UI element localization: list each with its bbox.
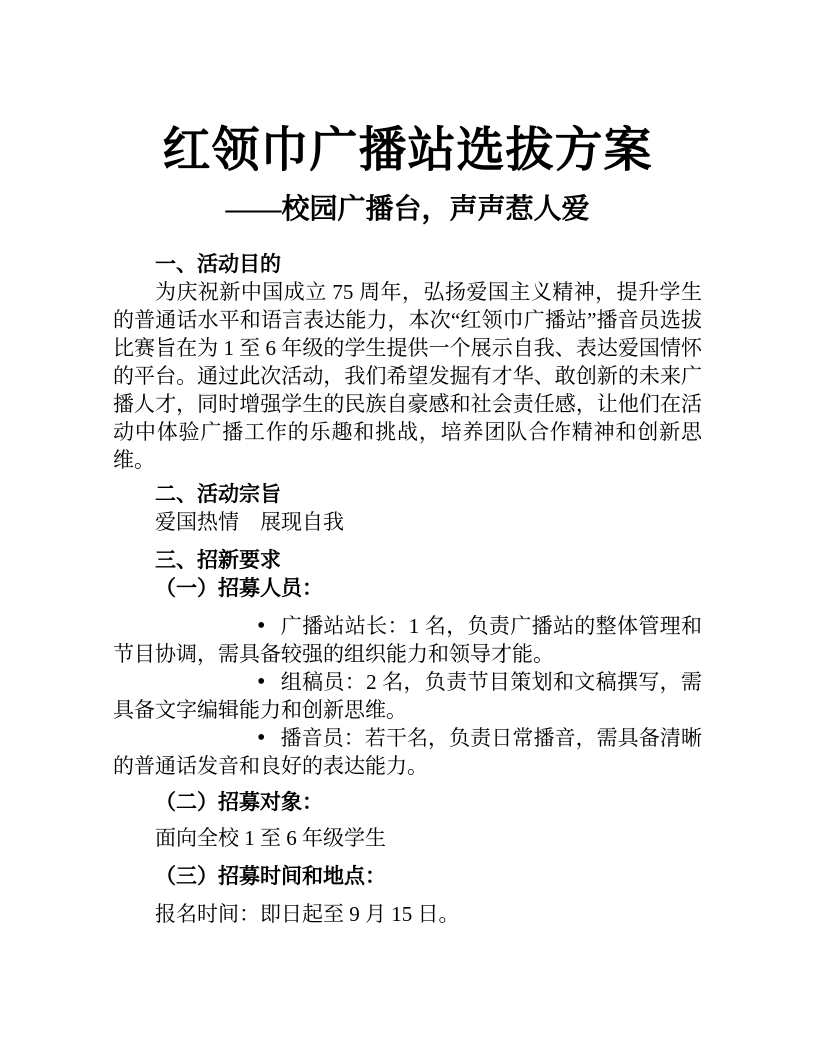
list-item xyxy=(113,612,702,668)
list-item-text: 广播站站长：1 名，负责广播站的整体管理和节目协调，需具备较强的组织能力和领导才能。 xyxy=(113,614,702,666)
bullet-icon: • xyxy=(257,669,266,695)
section-heading-activity-theme: 二、活动宗旨 xyxy=(155,482,281,506)
bullet-icon: • xyxy=(257,613,266,639)
subsection-heading-recruit-time-place: （三）招募时间和地点： xyxy=(155,864,386,888)
subsection-heading-recruit-positions: （一）招募人员： xyxy=(155,576,323,600)
section-heading-activity-purpose: 一、活动目的 xyxy=(155,252,281,276)
subsection-heading-recruit-targets: （二）招募对象： xyxy=(155,790,323,814)
paragraph-recruit-time: 报名时间：即日起至 9 月 15 日。 xyxy=(155,902,460,926)
list-item-text: 播音员：若干名，负责日常播音，需具备清晰的普通话发音和良好的表达能力。 xyxy=(113,726,702,778)
section-heading-recruitment-requirements: 三、招新要求 xyxy=(155,548,281,572)
bullet-list xyxy=(113,612,702,780)
list-item xyxy=(113,724,702,780)
paragraph-activity-theme: 爱国热情 展现自我 xyxy=(155,510,344,534)
list-item-text: 组稿员：2 名，负责节目策划和文稿撰写，需具备文字编辑能力和创新思维。 xyxy=(113,670,702,722)
paragraph-recruit-targets: 面向全校 1 至 6 年级学生 xyxy=(155,826,386,850)
bullet-icon: • xyxy=(257,725,266,751)
paragraph-activity-purpose: 为庆祝新中国成立 75 周年，弘扬爱国主义精神，提升学生的普通话水平和语言表达能力，本次“红领巾广播站”播音员选拔比赛旨在为 1 至 6 年级的学生提供一个展示自我、表达爱国情怀的平台。通过此次活动，我们希望发掘有才华、敢创新的未来广播人才，同时增强学生的民族自豪感和社会责任感，让他们在活动中体验广播工作的乐趣和挑战，培养团队合作精神和创新思维。 xyxy=(113,280,702,472)
list-item xyxy=(113,668,702,724)
document-subtitle: ——校园广播台，声声惹人爱 xyxy=(225,194,590,225)
document-title: 红领巾广播站选拔方案 xyxy=(162,124,653,177)
